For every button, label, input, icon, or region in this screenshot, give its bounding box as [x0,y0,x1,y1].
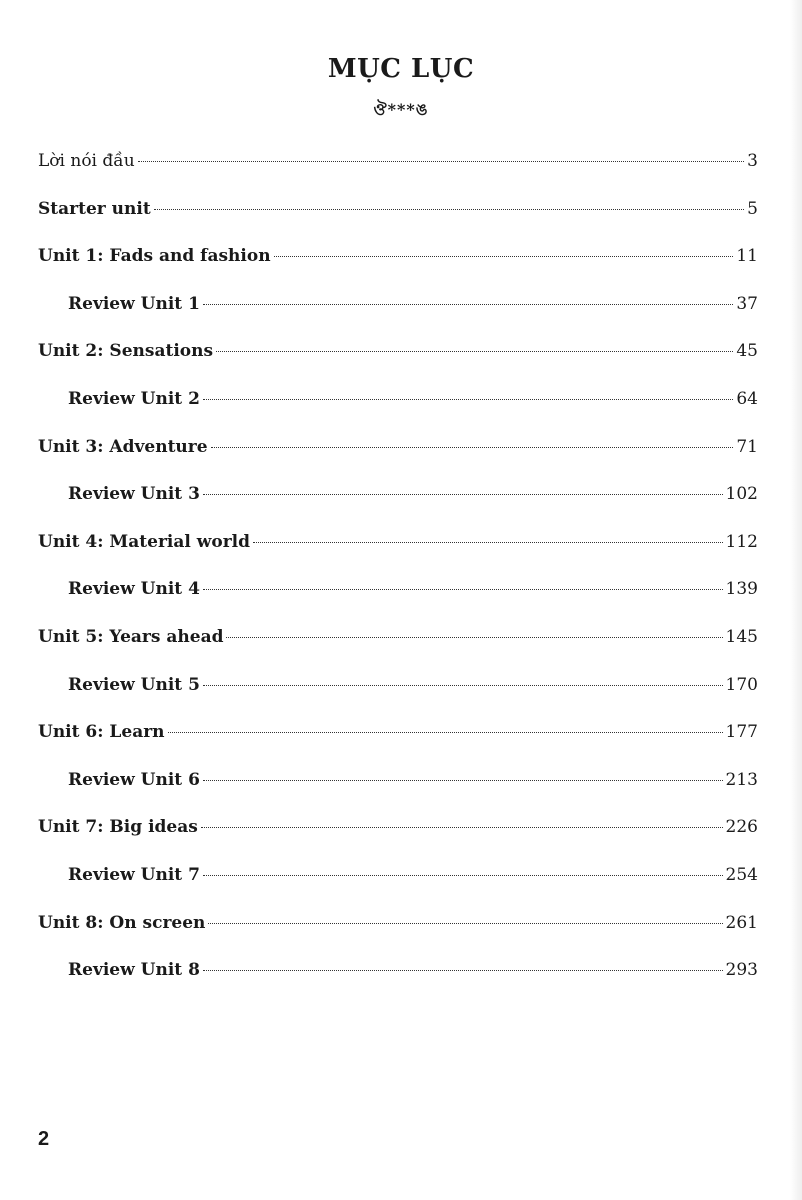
toc-dot-leader [203,875,723,876]
toc-entry-page: 102 [725,484,758,505]
toc-entry-label: Unit 5: Years ahead [38,626,224,647]
toc-entry-page: 37 [736,293,758,314]
toc-dot-leader [203,685,723,686]
toc-dot-leader [203,399,733,400]
toc-entry [38,960,758,1008]
toc-entry-page: 112 [725,531,758,552]
toc-dot-leader [168,732,723,733]
toc-entry [38,437,758,485]
toc-entry [38,675,758,723]
toc-dot-leader [154,209,744,210]
toc-dot-leader [201,827,723,828]
toc-entry-page: 3 [747,151,758,171]
toc-entry-label: Unit 8: On screen [38,912,206,933]
toc-entry-page: 5 [747,198,758,219]
toc-entry-page: 177 [725,722,758,743]
toc-entry-label: Review Unit 7 [68,864,200,885]
toc-entry [38,532,758,580]
toc-entry-label: Unit 3: Adventure [38,436,208,457]
toc-entry [38,484,758,532]
toc-dot-leader [203,780,723,781]
toc-dot-leader [203,589,723,590]
toc-entry [38,722,758,770]
toc-entry-label: Unit 7: Big ideas [38,817,198,838]
toc-entry-page: 261 [725,912,758,933]
toc-entry [38,627,758,675]
toc-entry-page: 139 [725,579,758,600]
toc-entry-label: Review Unit 6 [68,769,200,790]
toc-dot-leader [208,923,722,924]
toc-dot-leader [211,447,734,448]
table-of-contents [38,151,758,1008]
toc-entry-label: Unit 4: Material world [38,531,251,552]
toc-entry-label: Review Unit 8 [68,960,200,981]
toc-entry-page: 145 [725,626,758,647]
toc-entry-label: Lời nói đầu [38,151,135,171]
toc-dot-leader [203,304,733,305]
page-number: 2 [38,1128,50,1150]
toc-entry-page: 213 [725,769,758,790]
toc-dot-leader [203,970,723,971]
toc-dot-leader [226,637,722,638]
toc-entry [38,151,758,199]
toc-entry [38,865,758,913]
toc-dot-leader [216,351,733,352]
toc-entry-page: 45 [736,341,758,362]
toc-entry [38,913,758,961]
toc-entry [38,389,758,437]
page-edge-shadow [790,0,802,1200]
toc-entry [38,579,758,627]
toc-dot-leader [253,542,723,543]
toc-entry [38,246,758,294]
toc-entry-page: 293 [725,960,758,981]
toc-entry-label: Unit 6: Learn [38,722,165,743]
toc-entry-label: Unit 1: Fads and fashion [38,246,271,267]
toc-dot-leader [274,256,734,257]
toc-entry [38,817,758,865]
toc-entry-label: Review Unit 5 [68,674,200,695]
title-ornament: ঔ***ঙ [373,100,429,119]
toc-entry [38,341,758,389]
toc-entry [38,199,758,247]
toc-dot-leader [138,161,745,162]
toc-entry-page: 11 [736,246,758,267]
toc-entry-page: 71 [736,436,758,457]
toc-entry-label: Review Unit 2 [68,388,200,409]
toc-entry [38,770,758,818]
page-title: MỤC LỤC [327,54,475,84]
toc-entry [38,294,758,342]
toc-entry-page: 64 [736,388,758,409]
toc-entry-label: Review Unit 3 [68,484,200,505]
toc-entry-page: 170 [725,674,758,695]
toc-dot-leader [203,494,723,495]
toc-entry-label: Review Unit 1 [68,293,200,314]
toc-entry-label: Unit 2: Sensations [38,341,214,362]
toc-entry-label: Review Unit 4 [68,579,200,600]
toc-entry-page: 226 [725,817,758,838]
toc-entry-label: Starter unit [38,198,151,219]
toc-entry-page: 254 [725,864,758,885]
